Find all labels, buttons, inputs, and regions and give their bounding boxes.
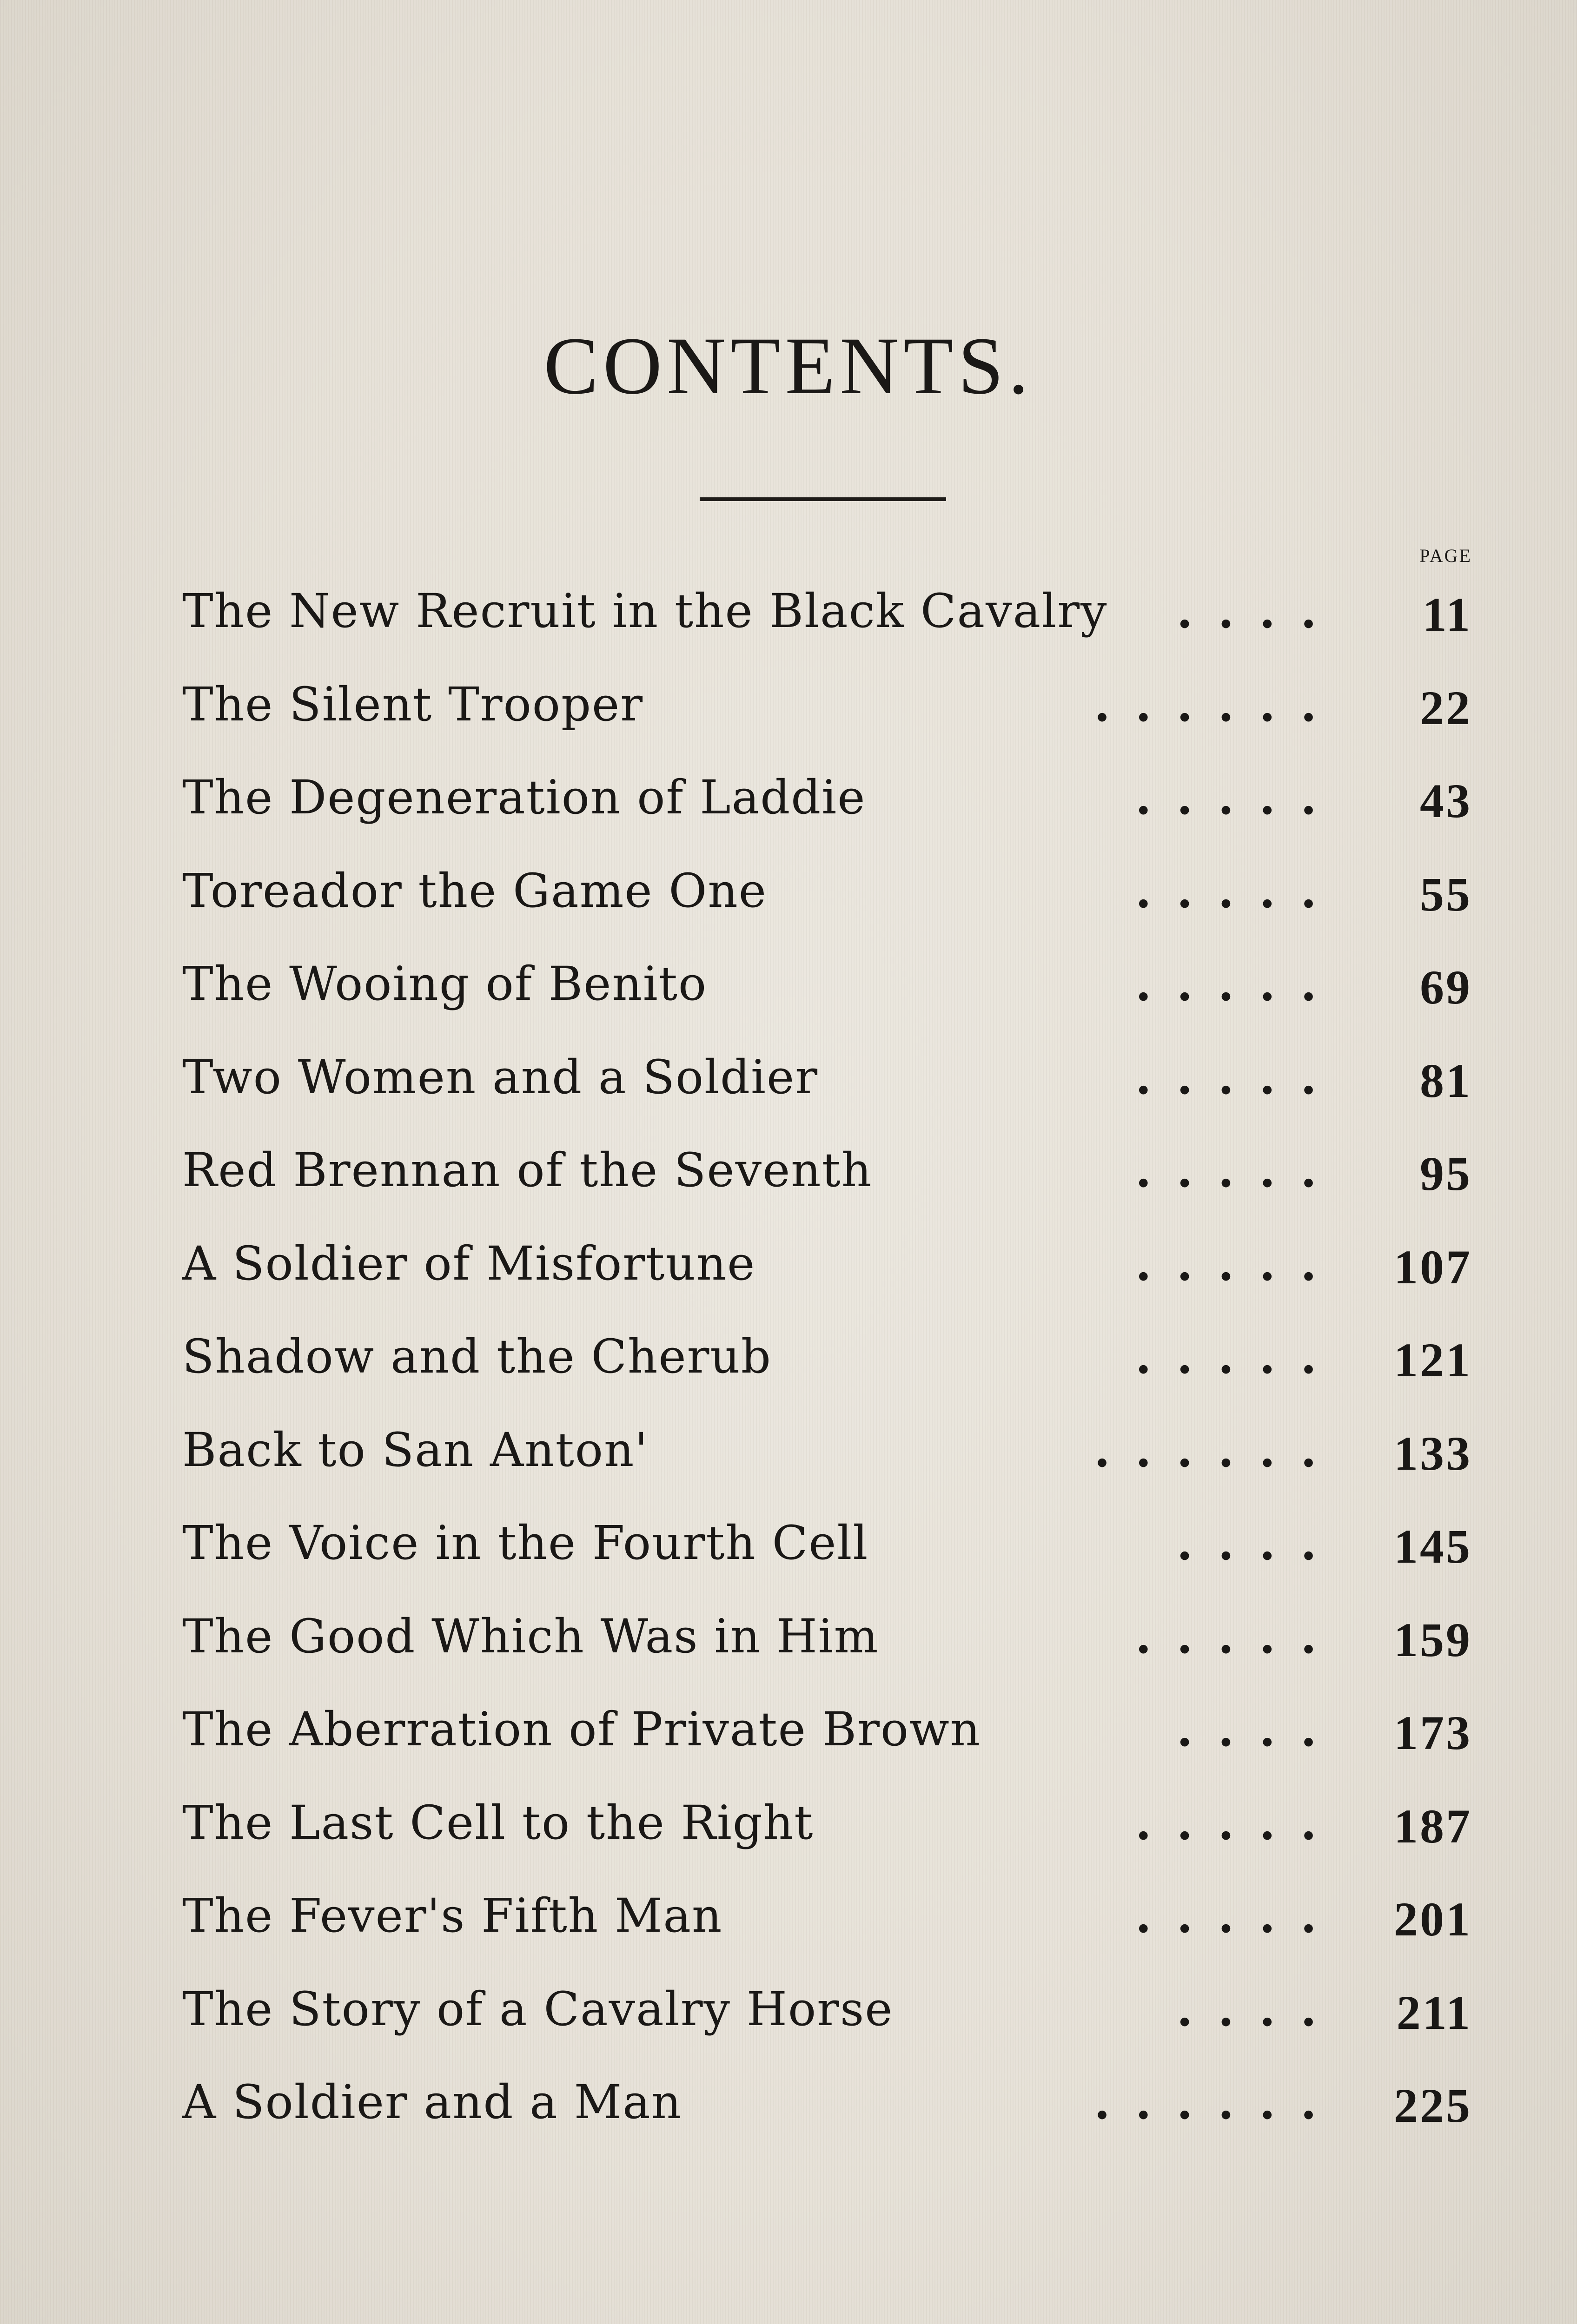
dot-leader: .....	[1135, 1888, 1342, 1943]
dot-leader: .....	[1135, 1236, 1342, 1291]
toc-entry-title: The Good Which Was in Him	[182, 1609, 879, 1664]
toc-entry-page-number: 55	[1420, 868, 1472, 921]
toc-entry-title: Back to San Anton'	[182, 1423, 649, 1477]
dot-leader: .....	[1135, 1329, 1342, 1384]
toc-entry	[182, 1231, 1472, 1296]
toc-entry	[182, 765, 1472, 830]
toc-entry-title: Red Brennan of the Seventh	[182, 1143, 873, 1197]
toc-entry	[182, 1324, 1472, 1389]
toc-entry-title: The Story of a Cavalry Horse	[182, 1982, 894, 2036]
toc-entry-title: Shadow and the Cherub	[182, 1329, 772, 1384]
dot-leader: .....	[1135, 1796, 1342, 1850]
dot-leader: .....	[1135, 864, 1342, 918]
toc-entry	[182, 1883, 1472, 1948]
dot-leader: ....	[1176, 1702, 1342, 1757]
dot-leader: .....	[1135, 1050, 1342, 1105]
toc-entry-title: The Silent Trooper	[182, 677, 644, 732]
dot-leader: ....	[1176, 1516, 1342, 1571]
toc-entry-page-number: 201	[1394, 1893, 1472, 1946]
toc-entry-title: Two Women and a Soldier	[182, 1050, 819, 1104]
toc-entry	[182, 1604, 1472, 1669]
toc-entry-page-number: 69	[1420, 961, 1472, 1014]
toc-entry-title: The Aberration of Private Brown	[182, 1702, 981, 1756]
toc-entry-title: Toreador the Game One	[182, 864, 767, 918]
dot-leader: .....	[1135, 770, 1342, 825]
dot-leader: .....	[1135, 957, 1342, 1011]
toc-entry-page-number: 121	[1394, 1334, 1472, 1387]
toc-entry-page-number: 133	[1394, 1427, 1472, 1480]
toc-entry-page-number: 11	[1422, 588, 1472, 641]
toc-entry-page-number: 145	[1394, 1520, 1472, 1573]
toc-entry-title: The New Recruit in the Black Cavalry	[182, 584, 1108, 638]
toc-entry	[182, 858, 1472, 924]
dot-leader: ......	[1094, 677, 1342, 732]
toc-entry-page-number: 225	[1394, 2079, 1472, 2133]
toc-entry	[182, 1511, 1472, 1576]
toc-entry-title: The Voice in the Fourth Cell	[182, 1516, 869, 1570]
toc-entry-title: The Wooing of Benito	[182, 957, 708, 1011]
toc-entry	[182, 2070, 1472, 2135]
dot-leader: ....	[1176, 1982, 1342, 2037]
dot-leader: ......	[1094, 2075, 1342, 2130]
toc-entry-page-number: 211	[1396, 1986, 1472, 2040]
toc-entry-title: The Last Cell to the Right	[182, 1796, 814, 1850]
dot-leader: .....	[1135, 1143, 1342, 1198]
toc-entry	[182, 1045, 1472, 1110]
toc-entry-page-number: 22	[1420, 681, 1472, 735]
dot-leader: .....	[1135, 1609, 1342, 1664]
toc-entry	[182, 579, 1472, 644]
page-column-heading: PAGE	[1419, 545, 1472, 566]
dot-leader: ......	[1094, 1423, 1342, 1478]
toc-entry	[182, 672, 1472, 737]
toc-entry-page-number: 173	[1394, 1706, 1472, 1760]
dot-leader: ....	[1176, 584, 1342, 639]
toc-entry	[182, 951, 1472, 1017]
toc-entry-page-number: 187	[1394, 1800, 1472, 1853]
toc-entry-page-number: 81	[1420, 1054, 1472, 1108]
toc-entry-title: The Fever's Fifth Man	[182, 1888, 723, 1943]
toc-entry	[182, 1697, 1472, 1762]
toc-entry-title: A Soldier of Misfortune	[182, 1236, 756, 1291]
toc-entry	[182, 1977, 1472, 2042]
page-title: CONTENTS.	[543, 321, 1034, 411]
toc-entry	[182, 1138, 1472, 1203]
toc-entry	[182, 1418, 1472, 1483]
toc-entry-title: A Soldier and a Man	[182, 2075, 682, 2129]
toc-entry-title: The Degeneration of Laddie	[182, 770, 866, 825]
toc-entry-page-number: 159	[1394, 1613, 1472, 1667]
toc-entry-page-number: 43	[1420, 774, 1472, 828]
toc-entry-page-number: 107	[1394, 1241, 1472, 1294]
toc-entry	[182, 1790, 1472, 1855]
toc-entry-page-number: 95	[1420, 1147, 1472, 1201]
